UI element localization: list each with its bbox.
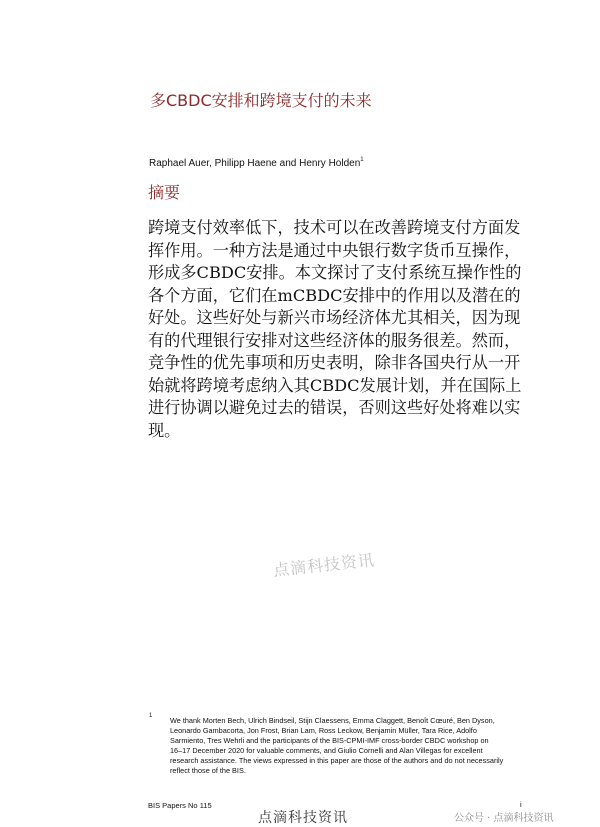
author-footnote-ref: 1 [360,157,364,163]
paper-title: 多CBDC安排和跨境支付的未来 [150,91,372,110]
footnote-line: research assistance. The views expressed in this paper are those of the authors and do not necessarily [170,756,504,765]
abstract-line: 始就将跨境考虑纳入其CBDC发展计划，并在国际上 [148,375,522,395]
footnote-line: Sarmiento, Tres Wehrli and the participants of the BIS-CPMI-IMF cross-border CBDC workshop on [170,736,489,745]
abstract-line: 现。 [148,420,181,440]
abstract-line: 各个方面，它们在mCBDC安排中的作用以及潜在的 [148,285,521,305]
footer-series-label: BIS Papers No 115 [148,801,212,810]
watermark-middle: 点滴科技资讯 [272,550,376,580]
abstract-line: 挥作用。一种方法是通过中央银行数字货币互操作， [148,240,521,260]
watermark-bottom: 点滴科技资讯 [258,810,348,826]
abstract-line: 形成多CBDC安排。本文探讨了支付系统互操作性的 [148,263,522,282]
author-line [149,158,364,169]
footnote-line: Leonardo Gambacorta, Jon Frost, Brian Lam, Ross Leckow, Benjamin Müller, Tara Rice, Adolfo [170,726,477,735]
author-names: Raphael Auer, Philipp Haene and Henry Holden [149,158,361,169]
footer-page-number: i [520,800,522,809]
footnote-line: We thank Morten Bech, Ulrich Bindseil, Stijn Claessens, Emma Claggett, Benoît Cœuré, Ben Dyson, [170,716,495,725]
abstract-line: 进行协调以避免过去的错误，否则这些好处将难以实 [148,398,521,417]
abstract-line: 有的代理银行安排对这些经济体的服务很差。然而， [148,330,521,350]
watermark-corner: 公众号 · 点滴科技资讯 [454,813,554,824]
footnote-line: reflect those of the BIS. [170,766,246,775]
abstract-line: 竞争性的优先事项和历史表明，除非各国央行从一开 [148,353,521,372]
footnote-marker: 1 [149,713,153,719]
abstract-body [148,217,533,442]
footnote-text [170,716,530,776]
abstract-heading: 摘要 [148,183,181,202]
abstract-line: 跨境支付效率低下，技术可以在改善跨境支付方面发 [148,218,521,237]
abstract-line: 好处。这些好处与新兴市场经济体尤其相关，因为现 [148,308,521,327]
footnote-line: 16–17 December 2020 for valuable comments, and Giulio Cornelli and Alan Villegas for excellent [170,746,483,755]
